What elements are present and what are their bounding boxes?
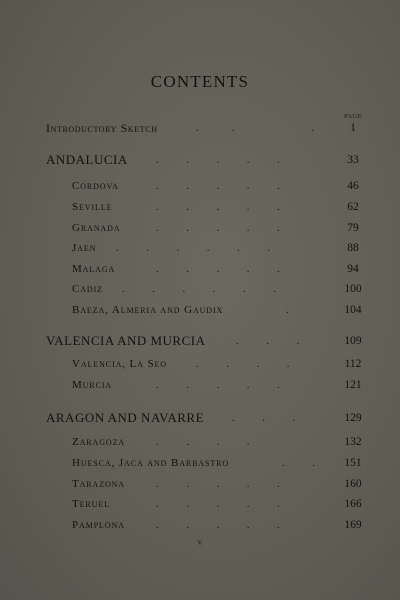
toc-entry-granada — [72, 220, 366, 236]
toc-entry-label: Huesca, Jaca and Barbastro — [72, 457, 230, 469]
toc-entry-label: Jaen — [72, 242, 97, 254]
toc-entry-label: Granada — [72, 222, 121, 234]
toc-entry-page: 109 — [344, 335, 362, 347]
toc-entry-page: 121 — [344, 379, 362, 391]
toc-entry-page: 112 — [344, 358, 362, 370]
toc-entry-page: 151 — [344, 457, 362, 469]
toc-entry-page: 1 — [350, 122, 356, 134]
toc-entry-baeza-almeria-gaudix — [72, 302, 366, 318]
toc-entry-seville — [72, 199, 366, 215]
leader-dots: . . . . . — [156, 154, 280, 166]
toc-entry-page: 100 — [344, 283, 362, 295]
toc-entry-page: 46 — [347, 180, 359, 192]
toc-entry-tarazona — [72, 476, 366, 492]
leader-dots: . . — [282, 457, 315, 469]
toc-entry-label: VALENCIA AND MURCIA — [46, 333, 206, 348]
toc-entry-malaga — [72, 261, 366, 277]
leader-dots: . . . . . — [156, 379, 280, 391]
toc-entry-label: Introductory Sketch — [46, 121, 158, 135]
leader-dots: . . . — [236, 335, 300, 347]
toc-entry-label: Teruel — [72, 498, 110, 510]
toc-entry-page: 94 — [347, 263, 359, 275]
page-number-footer: v — [197, 537, 203, 547]
toc-entry-label: ANDALUCIA — [46, 152, 128, 167]
toc-entry-introductory-sketch — [46, 120, 366, 136]
toc-entry-page: 79 — [347, 222, 359, 234]
toc-entry-jaen — [72, 240, 366, 256]
toc-entry-label: Malaga — [72, 263, 116, 275]
leader-dots: . . . . . — [156, 478, 280, 490]
toc-entry-teruel — [72, 496, 366, 512]
toc-entry-page: 33 — [347, 154, 359, 166]
leader-dots: . . . . — [196, 358, 290, 370]
leader-dots: . . . . . — [156, 519, 280, 531]
toc-entry-page: 104 — [344, 304, 362, 316]
leader-dots: . — [286, 304, 289, 316]
toc-entry-label: Pamplona — [72, 519, 125, 531]
toc-entry-pamplona — [72, 517, 366, 533]
toc-entry-murcia — [72, 377, 366, 393]
leader-dots: . . . . — [156, 436, 250, 448]
toc-entry-page: 132 — [344, 436, 362, 448]
leader-dots: . . . . . — [156, 498, 280, 510]
toc-entry-valencia-and-murcia — [46, 333, 366, 349]
toc-entry-label: Cordova — [72, 180, 119, 192]
toc-entry-huesca-jaca-barbastro — [72, 455, 366, 471]
leader-dots: . . . . . — [156, 201, 280, 213]
toc-entry-page: 129 — [344, 412, 362, 424]
toc-entry-label: Zaragoza — [72, 436, 126, 448]
toc-entry-page: 160 — [344, 478, 362, 490]
toc-entry-aragon-and-navarre — [46, 410, 366, 426]
toc-entry-label: Cadiz — [72, 283, 103, 295]
toc-entry-page: 62 — [347, 201, 359, 213]
toc-entry-zaragoza — [72, 434, 366, 450]
toc-entry-label: Baeza, Almeria and Gaudix — [72, 304, 224, 316]
toc-entry-page: 88 — [347, 242, 359, 254]
leader-dots: . . . — [232, 412, 296, 424]
toc-entry-page: 166 — [344, 498, 362, 510]
leader-dots: . . . . . . — [122, 283, 276, 295]
toc-entry-label: ARAGON AND NAVARRE — [46, 410, 205, 425]
leader-dots: . . . . . — [156, 263, 280, 275]
page-column-label: PAGE — [344, 113, 362, 120]
toc-entry-valencia-la-seo — [72, 356, 366, 372]
toc-entry-label: Valencia, La Seo — [72, 358, 167, 370]
toc-entry-cordova — [72, 178, 366, 194]
toc-entry-andalucia — [46, 152, 366, 168]
leader-dots: . . . — [196, 122, 315, 134]
toc-entry-label: Tarazona — [72, 478, 126, 490]
toc-entry-cadiz — [72, 281, 366, 297]
toc-entry-label: Murcia — [72, 379, 113, 391]
leader-dots: . . . . . — [156, 180, 280, 192]
page-title: CONTENTS — [150, 72, 250, 91]
leader-dots: . . . . . . — [116, 242, 270, 254]
leader-dots: . . . . . — [156, 222, 280, 234]
toc-entry-page: 169 — [344, 519, 362, 531]
toc-entry-label: Seville — [72, 201, 113, 213]
